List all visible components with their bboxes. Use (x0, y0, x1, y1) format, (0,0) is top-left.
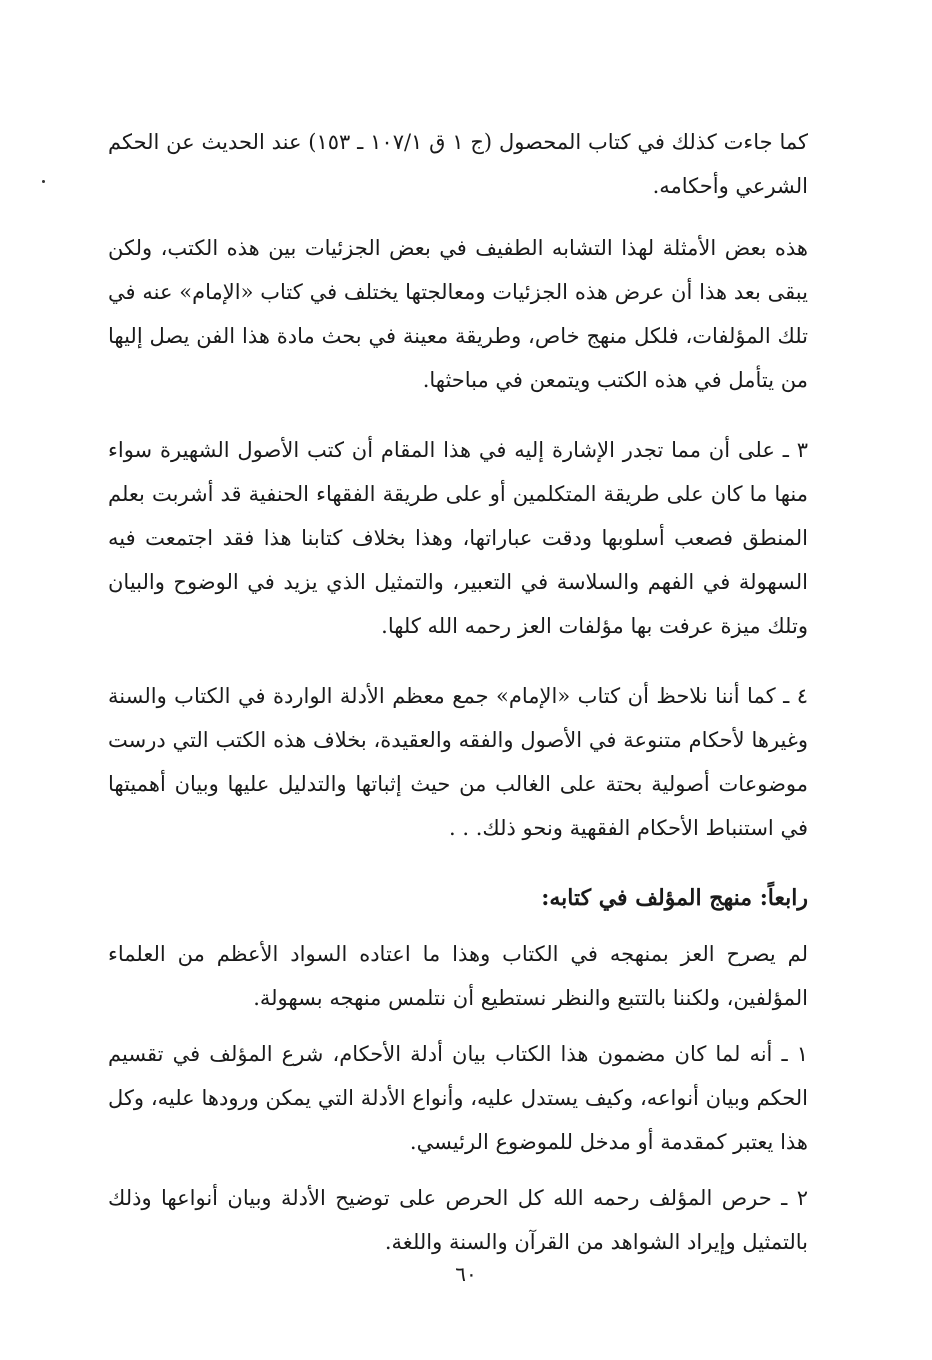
paragraph-examples: هذه بعض الأمثلة لهذا التشابه الطفيف في بعض الجزئيات بين هذه الكتب، ولكن يبقى بعد هذا أن عرض هذه الجزئيات ومعالجتها يختلف في كتاب «الإمام» عنه في تلك المؤلفات، فلكل منهج خاص، وطريقة معينة في بحث مادة هذا الفن يصل إليها من يتأمل في هذه الكتب ويتمعن في مباحثها. (108, 236, 808, 392)
paragraph-method-2: ٢ ـ حرص المؤلف رحمه الله كل الحرص على توضيح الأدلة وبيان أنواعها وذلك بالتمثيل وإيراد الشواهد من القرآن والسنة واللغة. (108, 1186, 808, 1254)
paragraph-point-4: ٤ ـ كما أننا نلاحظ أن كتاب «الإمام» جمع معظم الأدلة الواردة في الكتاب والسنة وغيرها لأحكام متنوعة في الأصول والفقه والعقيدة، بخلاف هذه الكتب التي درست موضوعات أصولية بحتة على الغالب من حيث إثباتها والتدليل عليها وبيان أهميتها في استنباط الأحكام الفقهية ونحو ذلك. . . (108, 684, 808, 840)
paragraph-intro: كما جاءت كذلك في كتاب المحصول (ج ١ ق ١٠٧/١ ـ ١٥٣) عند الحديث عن الحكم الشرعي وأحكامه. (108, 130, 808, 198)
document-body (108, 120, 808, 1264)
section-heading: رابعاً: منهج المؤلف في كتابه: (541, 885, 808, 911)
scan-speck (42, 180, 45, 183)
paragraph-method-1: ١ ـ أنه لما كان مضمون هذا الكتاب بيان أدلة الأحكام، شرع المؤلف في تقسيم الحكم وبيان أنواعه، وكيف يستدل عليه، وأنواع الأدلة التي يمكن ورودها عليه، وكل هذا يعتبر كمقدمة أو مدخل للموضوع الرئيسي. (108, 1042, 808, 1154)
paragraph-method-intro: لم يصرح العز بمنهجه في الكتاب وهذا ما اعتاده السواد الأعظم من العلماء المؤلفين، ولكننا بالتتبع والنظر نستطيع أن نتلمس منهجه بسهولة. (108, 942, 808, 1010)
page-number: ٦٠ (455, 1262, 477, 1286)
paragraph-point-3: ٣ ـ على أن مما تجدر الإشارة إليه في هذا المقام أن كتب الأصول الشهيرة سواء منها ما كان على طريقة المتكلمين أو على طريقة الفقهاء الحنفية قد أشربت بعلم المنطق فصعب أسلوبها ودقت عباراتها، وهذا بخلاف كتابنا هذا فقد اجتمعت فيه السهولة في الفهم والسلاسة في التعبير، والتمثيل الذي يزيد في الوضوح والبيان وتلك ميزة عرفت بها مؤلفات العز رحمه الله كلها. (108, 438, 808, 638)
